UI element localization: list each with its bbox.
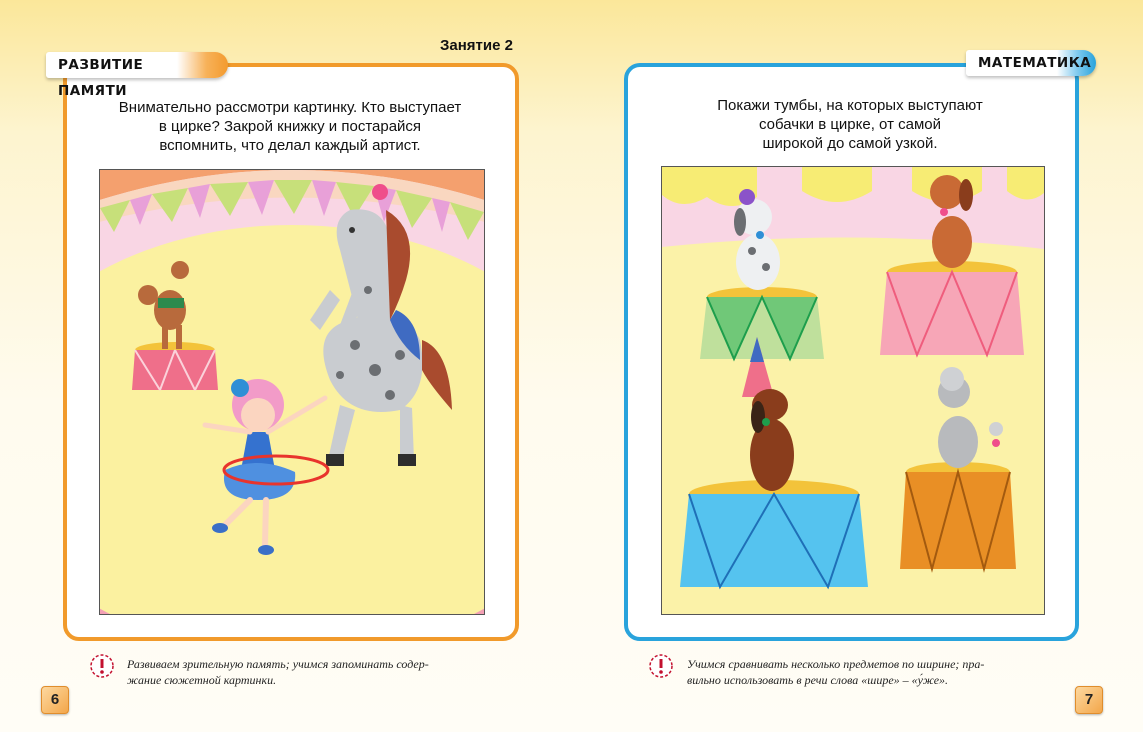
note-line: Учимся сравнивать несколько предметов по ширине; пра- (687, 657, 985, 671)
left-teacher-note (127, 656, 507, 688)
instruction-line: Покажи тумбы, на которых выступают (717, 97, 983, 114)
note-line: жание сюжетной картинки. (127, 673, 277, 687)
right-teacher-note (687, 656, 1067, 688)
left-instruction (80, 98, 500, 155)
for-adults-icon (648, 653, 674, 679)
instruction-line: собачки в цирке, от самой (759, 116, 941, 133)
circus-arena-illustration (99, 169, 485, 615)
lesson-title: Занятие 2 (440, 37, 513, 54)
circus-dogs-illustration (661, 166, 1045, 615)
instruction-line: Внимательно рассмотри картинку. Кто выступает (118, 99, 462, 116)
instruction-line: в цирке? Закрой книжку и постарайся (158, 118, 422, 135)
note-line: вильно использовать в речи слова «шире» – «у́же». (687, 673, 949, 687)
instruction-line: вспомнить, что делал каждый артист. (159, 137, 421, 154)
section-tag-memory: РАЗВИТИЕ ПАМЯТИ (46, 52, 228, 78)
right-instruction (640, 96, 1060, 153)
page-number-right: 7 (1075, 686, 1103, 714)
for-adults-icon (89, 653, 115, 679)
section-tag-math: МАТЕМАТИКА (966, 50, 1096, 76)
note-line: Развиваем зрительную память; учимся запоминать содер- (127, 657, 429, 671)
page-number-left: 6 (41, 686, 69, 714)
instruction-line: широкой до самой узкой. (762, 135, 938, 152)
